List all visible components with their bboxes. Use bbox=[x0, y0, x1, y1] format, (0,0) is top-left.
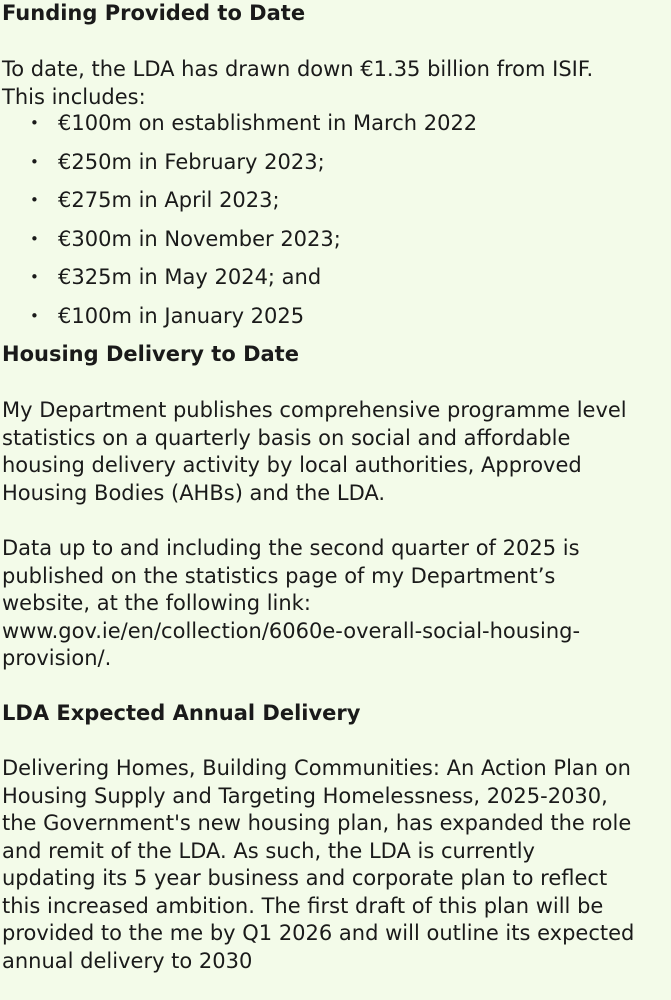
lda-paragraph: Delivering Homes, Building Communities: An Action Plan on Housing Supply and Targeting Homelessness, 2025-2030, the Government's new housing plan, has expanded the role and remit of the LDA. As such, the LDA is currently updating its 5 year business and corporate plan to reflect this increased ambition. The first draft of this plan will be provided to the me by Q1 2026 and will outline its expected annual delivery to 2030 bbox=[2, 756, 635, 973]
bullet-icon: • bbox=[30, 114, 39, 132]
list-item bbox=[0, 110, 477, 138]
funding-list bbox=[0, 110, 477, 342]
bullet-icon: • bbox=[30, 229, 39, 248]
list-item-text: €250m in February 2023; bbox=[58, 149, 325, 174]
list-item-text: €325m in May 2024; and bbox=[58, 265, 322, 290]
funding-heading: Funding Provided to Date bbox=[2, 1, 306, 25]
housing-paragraph-1: My Department publishes comprehensive programme level statistics on a quarterly basis on social and affordable housing delivery activity by local authorities, Approved Housing Bodies (AHBs) and the LDA. bbox=[2, 398, 627, 505]
bullet-icon: • bbox=[30, 268, 39, 287]
list-item bbox=[0, 149, 477, 177]
bullet-icon: • bbox=[30, 191, 39, 210]
bullet-icon: • bbox=[30, 152, 39, 171]
list-item-text: €300m in November 2023; bbox=[58, 226, 341, 251]
list-item bbox=[0, 187, 477, 215]
bullet-icon: • bbox=[30, 306, 39, 325]
list-item bbox=[0, 303, 477, 331]
list-item bbox=[0, 264, 477, 292]
list-item bbox=[0, 226, 477, 254]
housing-heading: Housing Delivery to Date bbox=[2, 342, 299, 366]
list-item-text: €100m on establishment in March 2022 bbox=[58, 111, 478, 135]
list-item-text: €275m in April 2023; bbox=[58, 188, 280, 213]
housing-paragraph-2: Data up to and including the second quarter of 2025 is published on the statistics page of my Department’s website, at the following link: www.gov.ie/en/collection/6060e-overall-social-housing- provision/. bbox=[2, 536, 581, 670]
lda-heading: LDA Expected Annual Delivery bbox=[2, 701, 361, 725]
funding-intro: To date, the LDA has drawn down €1.35 billion from ISIF. This includes: bbox=[2, 57, 594, 109]
list-item-text: €100m in January 2025 bbox=[58, 303, 305, 328]
